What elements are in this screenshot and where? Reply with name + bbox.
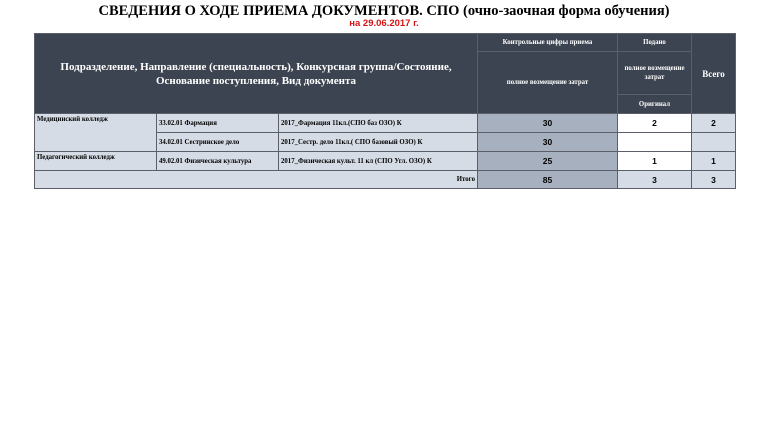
plan-cell: 25 — [478, 152, 618, 171]
original-cell: 1 — [618, 152, 692, 171]
total-cell — [692, 133, 736, 152]
header-submitted-full-cost: полное возмещение затрат — [618, 52, 692, 95]
header-total: Всего — [692, 34, 736, 114]
totals-original: 3 — [618, 171, 692, 189]
total-cell: 2 — [692, 114, 736, 133]
group-cell: 2017_Физическая культ. 11 кл (СПО Угл. ОЗО) К — [279, 152, 478, 171]
original-cell: 2 — [618, 114, 692, 133]
totals-total: 3 — [692, 171, 736, 189]
totals-plan: 85 — [478, 171, 618, 189]
header-submitted: Подано — [618, 34, 692, 52]
table-row — [35, 114, 736, 133]
specialty-cell: 34.02.01 Сестринское дело — [157, 133, 279, 152]
totals-row — [35, 171, 736, 189]
division-cell: Медицинский колледж — [35, 114, 157, 152]
report-date: на 29.06.2017 г. — [349, 18, 419, 29]
group-cell: 2017_Сестр. дело 11кл.( СПО базовый ОЗО) К — [279, 133, 478, 152]
header-main: Подразделение, Направление (специальность), Конкурсная группа/Состояние, Основание поступления, Вид документа — [35, 34, 478, 114]
admission-table — [34, 33, 736, 189]
header-control-full-cost: полное возмещение затрат — [478, 52, 618, 114]
plan-cell: 30 — [478, 114, 618, 133]
header-original: Оригинал — [618, 95, 692, 114]
group-cell: 2017_Фармация 11кл.(СПО баз ОЗО) К — [279, 114, 478, 133]
division-cell: Педагогический колледж — [35, 152, 157, 171]
header-control-figures: Контрольные цифры приема — [478, 34, 618, 52]
table-row — [35, 152, 736, 171]
specialty-cell: 49.02.01 Физическая культура — [157, 152, 279, 171]
plan-cell: 30 — [478, 133, 618, 152]
specialty-cell: 33.02.01 Фармация — [157, 114, 279, 133]
original-cell — [618, 133, 692, 152]
totals-label: Итого — [35, 171, 478, 189]
report-title: СВЕДЕНИЯ О ХОДЕ ПРИЕМА ДОКУМЕНТОВ. СПО (очно-заочная форма обучения) — [98, 3, 670, 19]
total-cell: 1 — [692, 152, 736, 171]
